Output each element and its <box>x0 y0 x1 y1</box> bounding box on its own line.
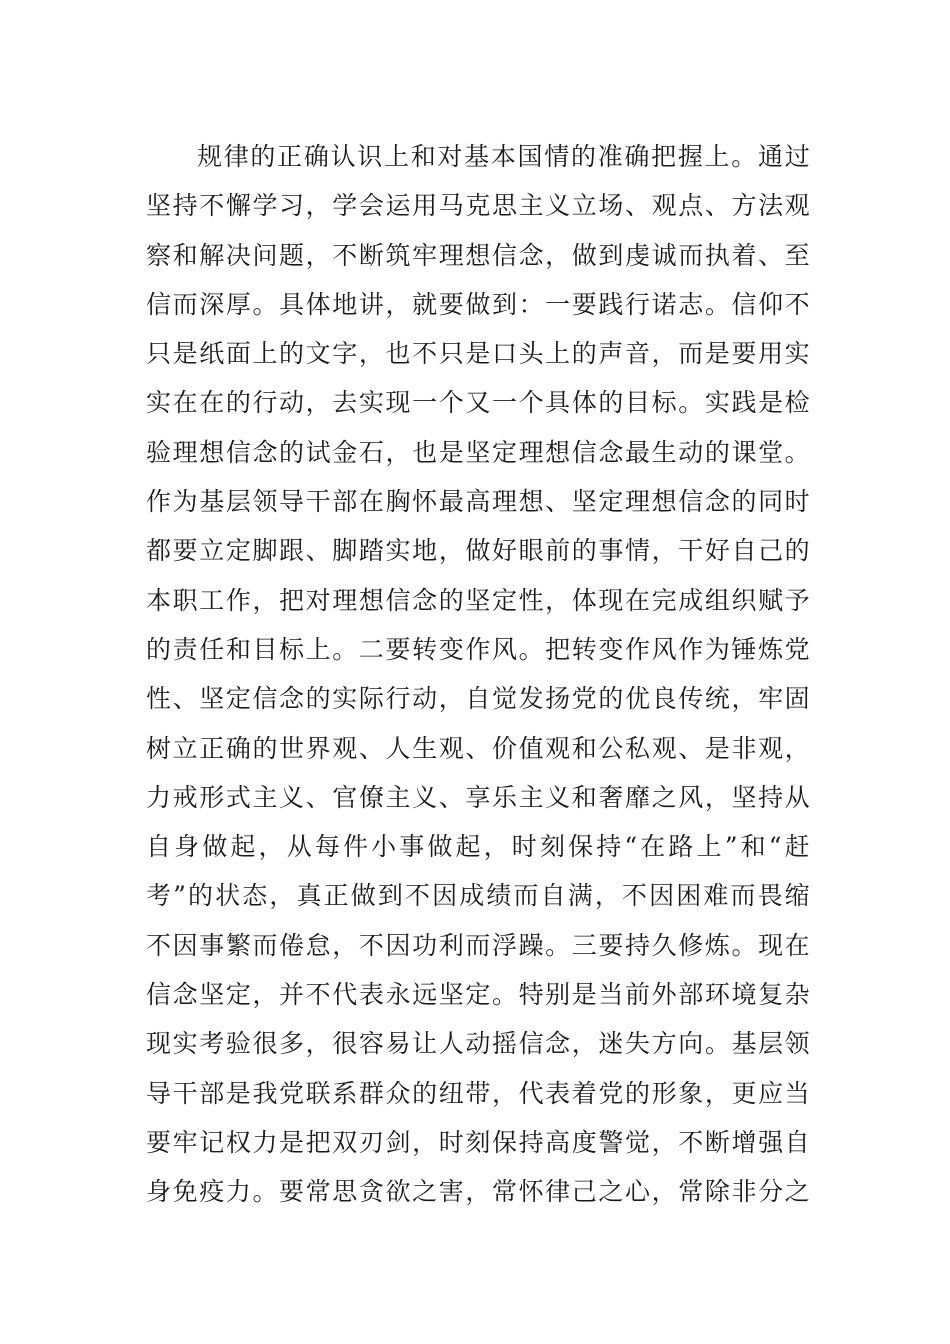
text-line: 性、坚定信念的实际行动，自觉发扬党的优良传统，牢固 <box>146 684 810 714</box>
text-line: 都要立定脚跟、脚踏实地，做好眼前的事情，干好自己的 <box>146 536 810 566</box>
text-line: 实在在的行动，去实现一个又一个具体的目标。实践是检 <box>146 388 810 418</box>
text-line: 信而深厚。具体地讲，就要做到：一要践行诺志。信仰不 <box>146 289 810 319</box>
text-line: 作为基层领导干部在胸怀最高理想、坚定理想信念的同时 <box>146 487 810 517</box>
text-line: 身免疫力。要常思贪欲之害，常怀律己之心，常除非分之 <box>146 1177 810 1207</box>
text-line: 树立正确的世界观、人生观、价值观和公私观、是非观， <box>146 733 810 763</box>
text-line: 规律的正确认识上和对基本国情的准确把握上。通过 <box>197 142 810 171</box>
text-line: 导干部是我党联系群众的纽带，代表着党的形象，更应当 <box>146 1078 810 1108</box>
text-line: 察和解决问题，不断筑牢理想信念，做到虔诚而执着、至 <box>146 240 810 270</box>
text-line: 考”的状态，真正做到不因成绩而自满，不因困难而畏缩 <box>146 881 810 911</box>
text-line: 的责任和目标上。二要转变作风。把转变作风作为锤炼党 <box>146 634 810 664</box>
text-line: 只是纸面上的文字，也不只是口头上的声音，而是要用实 <box>146 339 810 369</box>
text-line: 要牢记权力是把双刃剑，时刻保持高度警觉，不断增强自 <box>146 1127 810 1157</box>
body-paragraph <box>146 132 810 1217</box>
text-line: 自身做起，从每件小事做起，时刻保持“在路上”和“赶 <box>146 832 810 862</box>
text-line: 本职工作，把对理想信念的坚定性，体现在完成组织赋予 <box>146 585 810 615</box>
text-line: 现实考验很多，很容易让人动摇信念，迷失方向。基层领 <box>146 1029 810 1059</box>
text-line: 坚持不懈学习，学会运用马克思主义立场、观点、方法观 <box>146 191 810 221</box>
text-line: 信念坚定，并不代表永远坚定。特别是当前外部环境复杂 <box>146 980 810 1010</box>
text-line: 力戒形式主义、官僚主义、享乐主义和奢靡之风，坚持从 <box>146 782 810 812</box>
text-line: 验理想信念的试金石，也是坚定理想信念最生动的课堂。 <box>146 437 810 467</box>
text-line: 不因事繁而倦怠，不因功利而浮躁。三要持久修炼。现在 <box>146 930 810 960</box>
